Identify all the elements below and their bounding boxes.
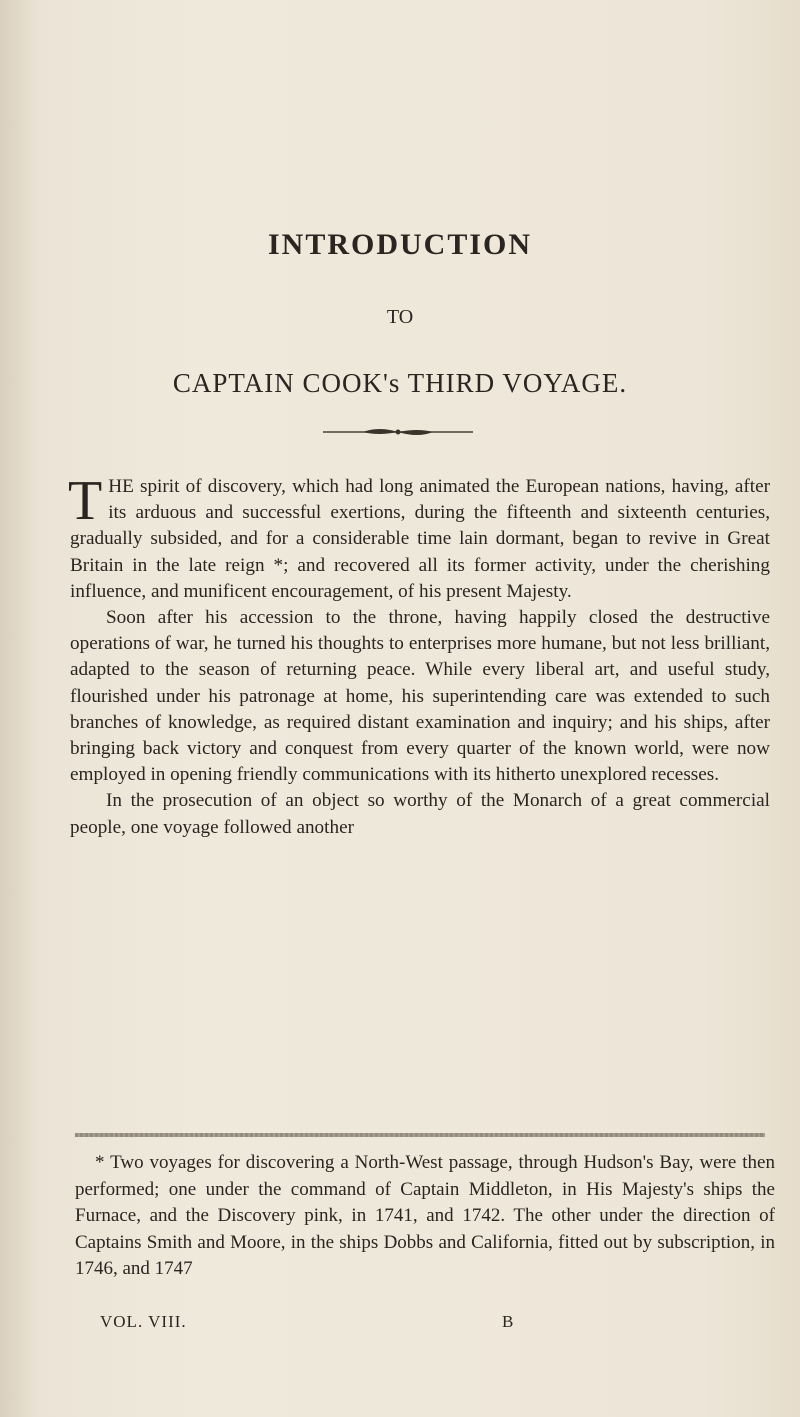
- chapter-title-to: TO: [386, 306, 414, 328]
- footnote: [75, 1150, 775, 1283]
- chapter-title: INTRODUCTION: [267, 228, 533, 261]
- volume-label: VOL. VIII.: [100, 1312, 187, 1331]
- chapter-subtitle: CAPTAIN COOK's THIRD VOYAGE.: [172, 368, 628, 398]
- signature-mark: B: [502, 1312, 514, 1331]
- drop-cap: T: [68, 470, 103, 532]
- body-text: [68, 470, 770, 841]
- ornament-divider: [323, 426, 473, 438]
- footnote-text: * Two voyages for discovering a North-West passage, through Hudson's Bay, were then performed; one under the command of Captain Middleton, in His Majesty's ships the Furnace, and the Discovery pink, in 1741, and 1742. The other under the direction of Captains Smith and Moore, in the ships Dobbs and California, fitted out by subscription, in 1746, and 1747: [75, 1152, 775, 1279]
- paragraph-2: Soon after his accession to the throne, having happily closed the destructive operations of war, he turned his thoughts to enterprises more humane, but not less brilliant, adapted to the season of returning peace. While every liberal art, and useful study, flourished under his patronage at home, his superintending care was extended to such branches of knowledge, as required distant examination and inquiry; and his ships, after bringing back victory and conquest from every quarter of the known world, were now employed in opening friendly communications with its hitherto unexplored recesses.: [70, 607, 770, 786]
- paragraph-1: HE spirit of discovery, which had long animated the European nations, having, after its arduous and successful exertions, during the fifteenth and sixteenth centuries, gradually subsided, and for a considerable time lain dormant, began to revive in Great Britain in the late reign *; and recovered all its former activity, under the cherishing influence, and munificent encouragement, of his present Majesty.: [70, 476, 770, 602]
- footnote-rule: [75, 1133, 765, 1137]
- paragraph-3: In the prosecution of an object so worthy of the Monarch of a great commercial people, one voyage followed another: [70, 790, 770, 838]
